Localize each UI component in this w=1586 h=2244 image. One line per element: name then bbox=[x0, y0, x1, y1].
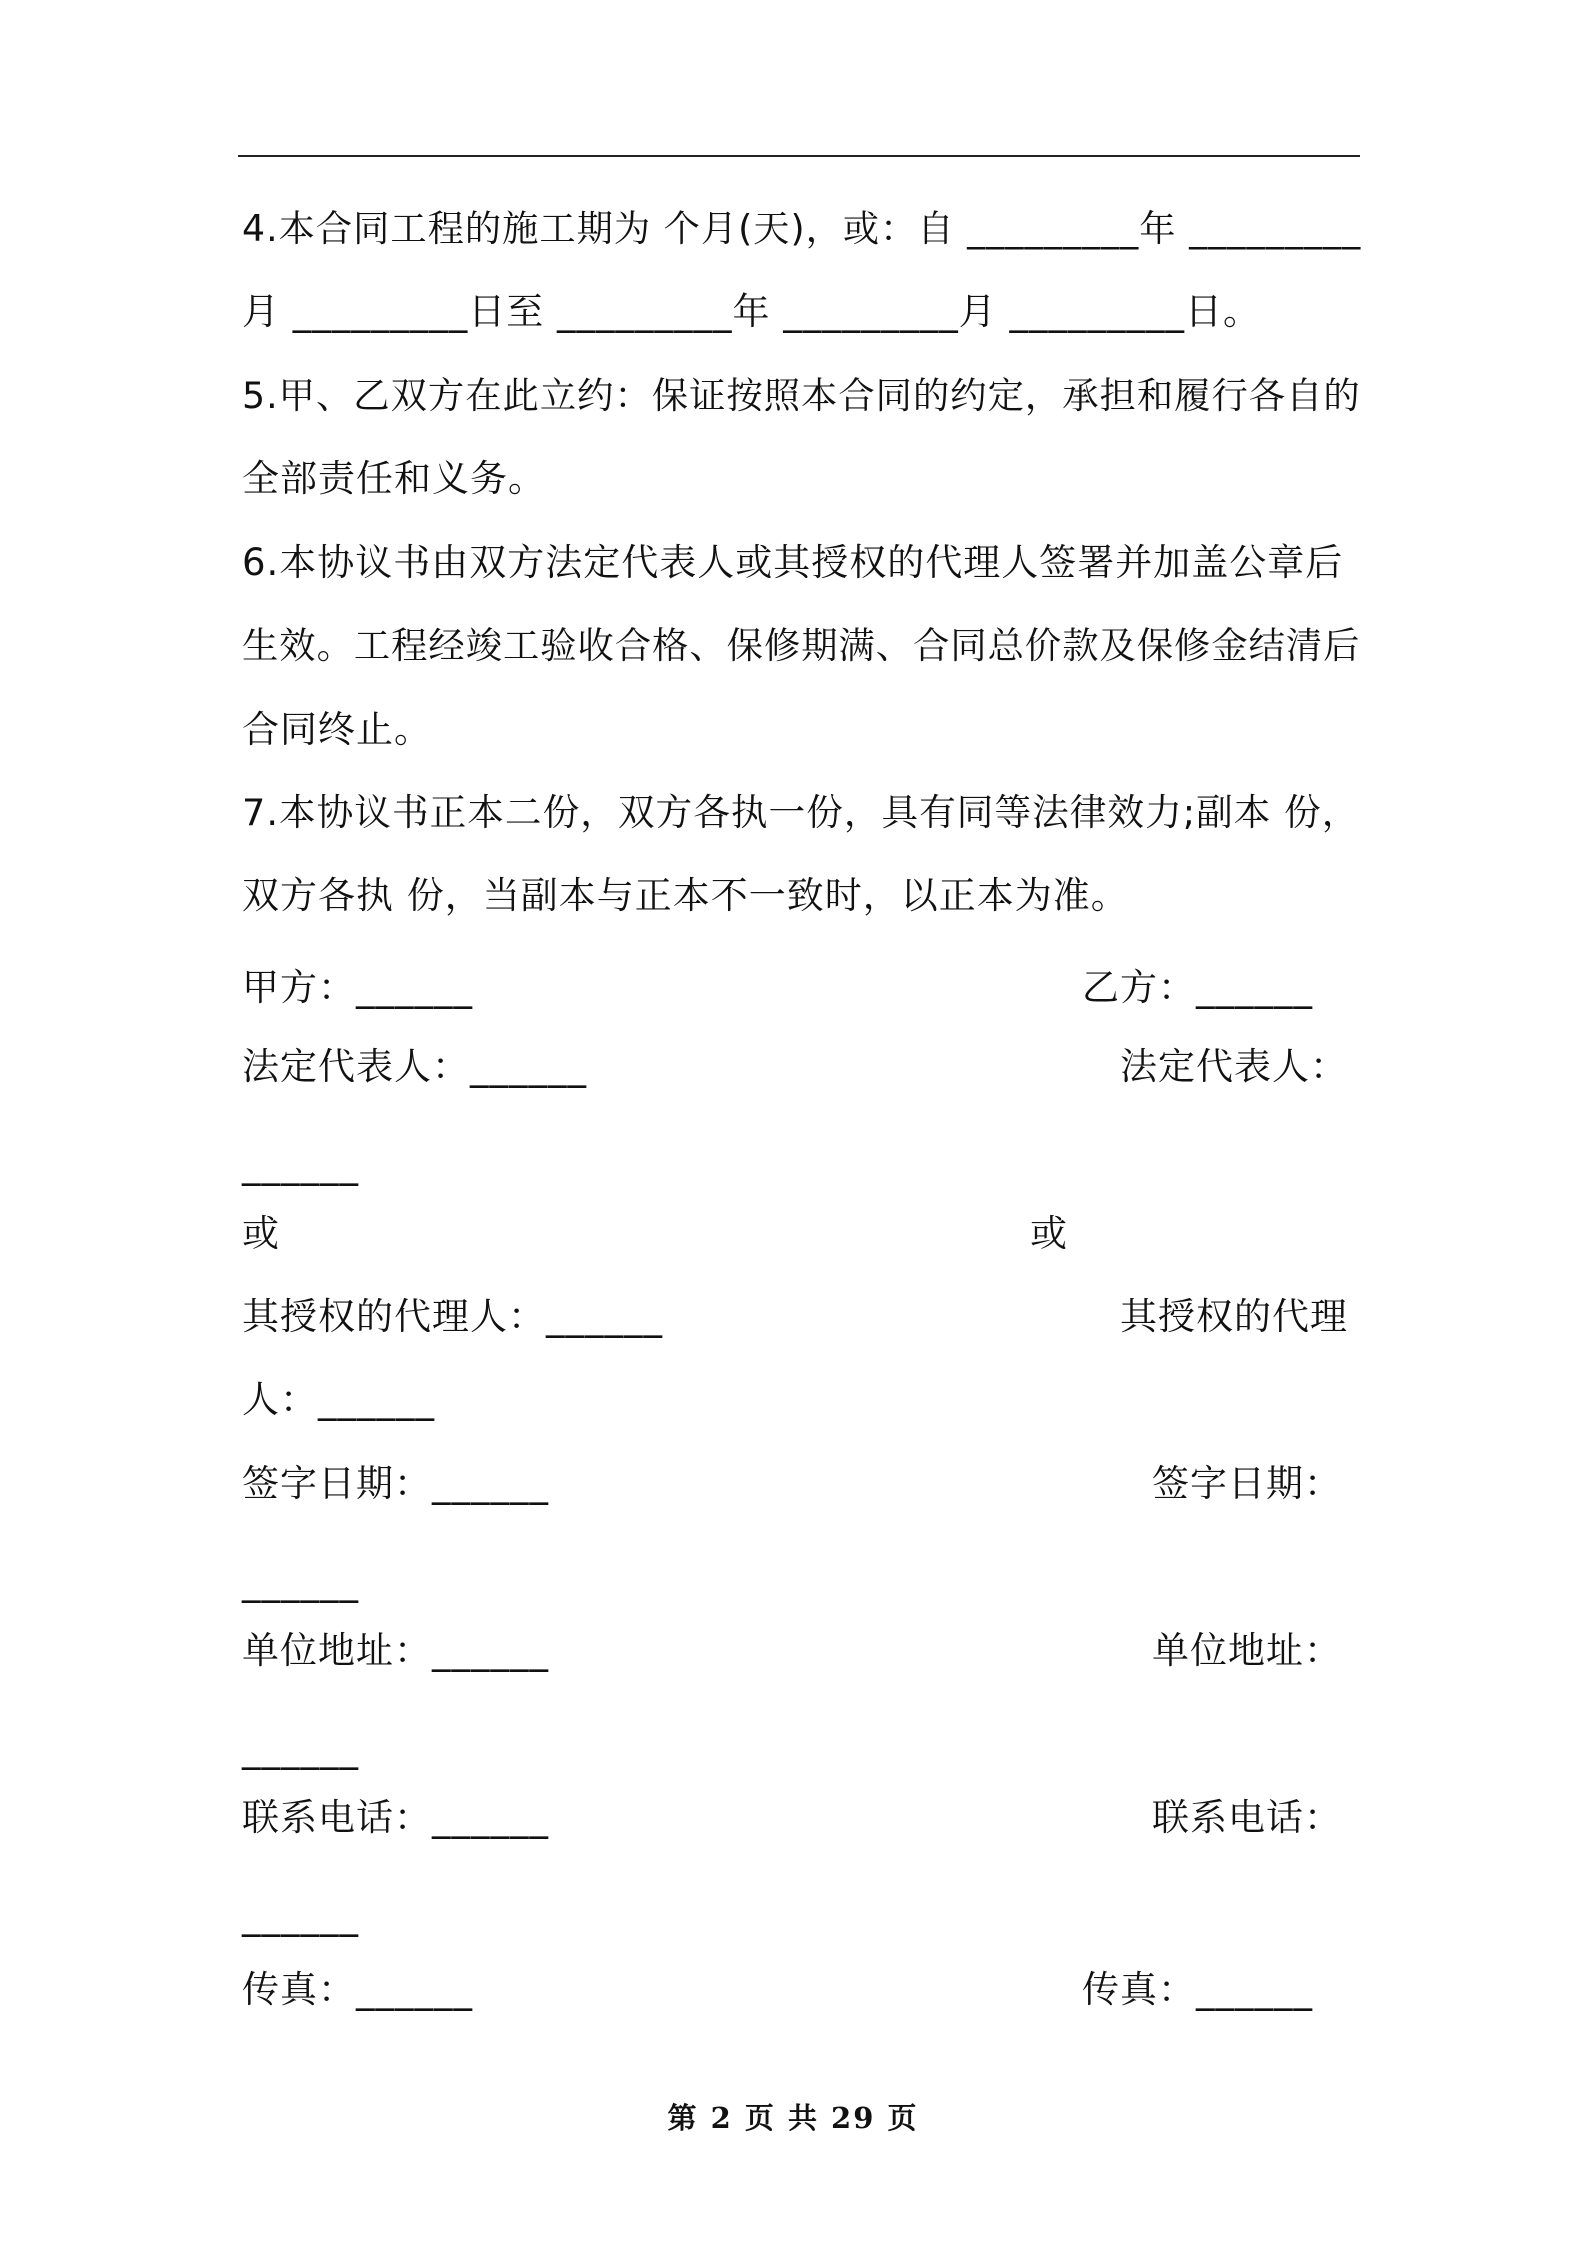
or-right: 或 bbox=[1030, 1212, 1068, 1255]
legal-rep-right: 法定代表人： bbox=[1120, 1045, 1348, 1088]
header-rule bbox=[238, 155, 1360, 157]
clause-6-line-2: 生效。工程经竣工验收合格、保修期满、合同总价款及保修金结清后 bbox=[242, 624, 1361, 667]
party-b-label: 乙方：______ bbox=[1082, 966, 1313, 1009]
clause-4-line-2: 月 _________日至 _________年 _________月 _________日。 bbox=[242, 290, 1262, 333]
legal-rep-right-blank: ______ bbox=[242, 1143, 359, 1186]
sign-date-right: 签字日期： bbox=[1152, 1462, 1342, 1505]
clause-6-line-1: 6.本协议书由双方法定代表人或其授权的代理人签署并加盖公章后 bbox=[242, 541, 1344, 584]
fax-left: 传真：______ bbox=[242, 1968, 473, 2011]
phone-right-blank: ______ bbox=[242, 1894, 359, 1937]
clause-7-line-2: 双方各执 份，当副本与正本不一致时，以正本为准。 bbox=[242, 874, 1129, 917]
agent-right: 其授权的代理 bbox=[1120, 1295, 1348, 1338]
party-a-label: 甲方：______ bbox=[242, 966, 473, 1009]
agent-left: 其授权的代理人：______ bbox=[242, 1295, 663, 1338]
page-number: 第 2 页 共 29 页 bbox=[667, 2101, 919, 2135]
phone-right: 联系电话： bbox=[1152, 1796, 1342, 1839]
phone-left: 联系电话：______ bbox=[242, 1796, 549, 1839]
or-left: 或 bbox=[242, 1212, 280, 1255]
clause-6-line-3: 合同终止。 bbox=[242, 708, 432, 751]
clause-7-line-1: 7.本协议书正本二份，双方各执一份，具有同等法律效力;副本 份， bbox=[242, 791, 1360, 834]
sign-date-left: 签字日期：______ bbox=[242, 1462, 549, 1505]
address-left: 单位地址：______ bbox=[242, 1629, 549, 1672]
sign-date-right-blank: ______ bbox=[242, 1560, 359, 1603]
address-right: 单位地址： bbox=[1152, 1629, 1342, 1672]
fax-right: 传真：______ bbox=[1082, 1968, 1313, 2011]
clause-5-line-2: 全部责任和义务。 bbox=[242, 457, 546, 500]
clause-4-line-1: 4.本合同工程的施工期为 个月(天)，或：自 _________年 _________ bbox=[242, 207, 1362, 250]
legal-rep-left: 法定代表人：______ bbox=[242, 1045, 587, 1088]
address-right-blank: ______ bbox=[242, 1727, 359, 1770]
agent-right-continued: 人：______ bbox=[242, 1378, 435, 1421]
clause-5-line-1: 5.甲、乙双方在此立约：保证按照本合同的约定，承担和履行各自的 bbox=[242, 374, 1361, 417]
